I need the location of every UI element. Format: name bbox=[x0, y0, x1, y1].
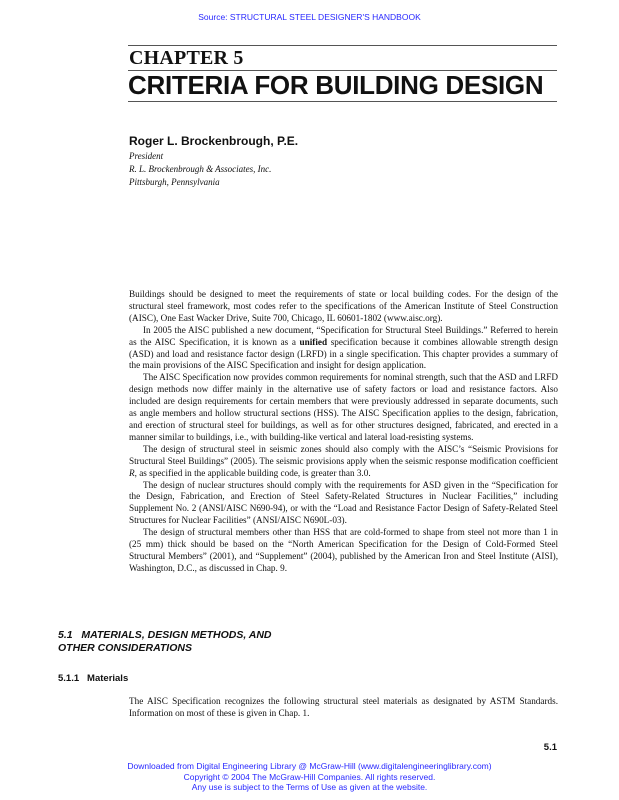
paragraph-2-start: In 2005 the AISC published a new document, “Specification for Structural Steel Buildings.” Referred to herein as the AISC Specification, it is known as a bbox=[129, 324, 558, 347]
paragraph-4-start: The design of structural steel in seismic zones should also comply with the AISC’s “Seismic Provisions for Structural Steel Buildings” (2005). The seismic provisions apply when the seismic response modification coefficient bbox=[129, 443, 558, 466]
coefficient-r: R bbox=[129, 467, 135, 478]
paragraph-2 bbox=[129, 325, 558, 373]
page-number: 5.1 bbox=[543, 742, 557, 753]
author-company: R. L. Brockenbrough & Associates, Inc. bbox=[129, 164, 272, 174]
body-text bbox=[129, 289, 558, 575]
chapter-title: CRITERIA FOR BUILDING DESIGN bbox=[128, 70, 544, 100]
paragraph-1: Buildings should be designed to meet the requirements of state or local building codes. For the design of the structural steel framework, most codes refer to the specifications of the American Institute of Steel Construction (AISC), One East Wacker Drive, Suite 700, Chicago, IL 60601-1802 (www.aisc.org). bbox=[129, 289, 558, 323]
section-heading-line-2: OTHER CONSIDERATIONS bbox=[58, 642, 192, 654]
materials-intro: The AISC Specification recognizes the following structural steel materials as designated by ASTM Standards. Information on most of these is given in Chap. 1. bbox=[129, 696, 558, 718]
paragraph-4 bbox=[129, 444, 558, 480]
unified-term: unified bbox=[299, 336, 328, 347]
footer-terms-link[interactable]: Any use is subject to the Terms of Use as given at the website. bbox=[191, 782, 428, 792]
bottom-rule bbox=[128, 101, 557, 102]
footer-copyright: Copyright © 2004 The McGraw-Hill Companies. All rights reserved. bbox=[183, 771, 436, 782]
footer bbox=[0, 761, 619, 793]
subsection-heading: 5.1.1 Materials bbox=[58, 673, 129, 684]
paragraph-5: The design of nuclear structures should comply with the requirements for ASD given in the “Specification for the Design, Fabrication, and Erection of Steel Safety-Related Structures in Nuclear Facilities,” including Supplement No. 2 (ANSI/AISC N690-94), or with the “Load and Resistance Factor Design of Safety-Related Steel Structures for Nuclear Facilities” (ANSI/AISC N690L-03). bbox=[129, 479, 558, 526]
source-header: Source: STRUCTURAL STEEL DESIGNER'S HANDBOOK bbox=[198, 12, 421, 22]
chapter-label: CHAPTER 5 bbox=[129, 47, 244, 69]
paragraph-6: The design of structural members other than HSS that are cold-formed to shape from steel not more than 1 in (25 mm) thick should be based on the “North American Specification for the Design of Cold-Formed Steel Structural Members” (2001), and “Supplement” (2004), published by the American Iron and Steel Institute (AISI), Washington, D.C., as discussed in Chap. 9. bbox=[129, 527, 558, 573]
paragraph-3: The AISC Specification now provides common requirements for nominal strength, such that the ASD and LRFD design methods now differ mainly in the alternative use of safety factors or load and resistance factors. Also included are design requirements for certain members that were previously addressed in separate documents, such as angle members and hollow structural sections (HSS). The AISC Specification applies to the design, fabrication, and erection of structural steel for buildings, as well as for other structures designed, fabricated, and erected in a manner similar to buildings, i.e., with building-like vertical and lateral load-resisting systems. bbox=[129, 372, 558, 442]
footer-download-link[interactable]: Downloaded from Digital Engineering Library @ McGraw-Hill (www.digitalengineeringlibrary.com) bbox=[127, 761, 492, 771]
author-location: Pittsburgh, Pennsylvania bbox=[129, 177, 220, 187]
paragraph-2-end: specification because it combines allowable strength design (ASD) and load and resistance factor design (LRFD) in a single specification. This chapter provides a summary of the main provisions of the AISC Specification and insight for design application. bbox=[129, 336, 558, 371]
top-rule bbox=[128, 45, 557, 46]
section-heading-line-1: 5.1 MATERIALS, DESIGN METHODS, AND bbox=[58, 629, 272, 641]
paragraph-4-end: , as specified in the applicable building code, is greater than 3.0. bbox=[134, 467, 371, 478]
section-heading bbox=[58, 629, 272, 655]
author-position: President bbox=[129, 151, 164, 161]
author-name: Roger L. Brockenbrough, P.E. bbox=[129, 134, 299, 148]
